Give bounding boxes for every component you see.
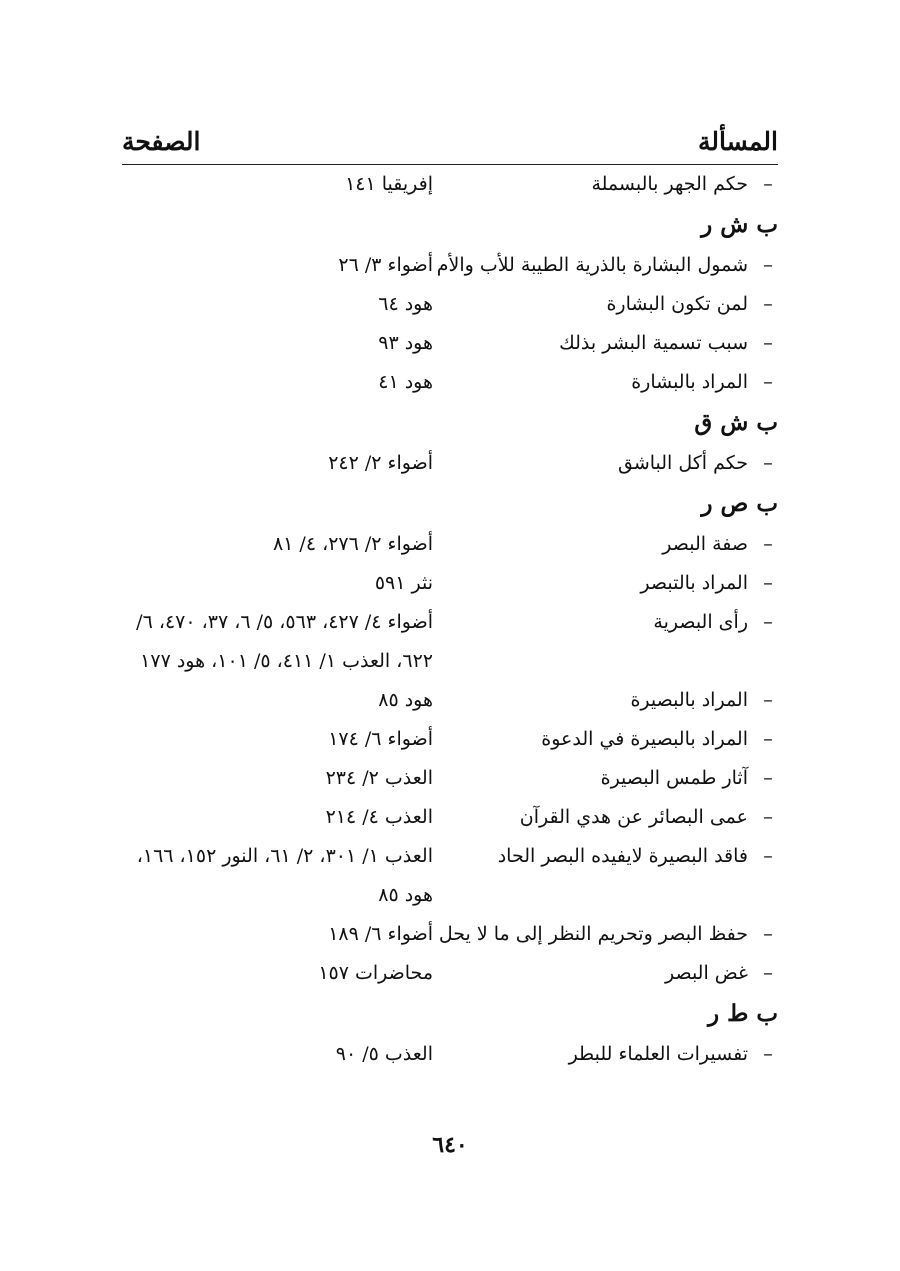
entry-topic: لمن تكون البشارة: [606, 293, 748, 315]
entry-reference: أضواء ٤/ ٤٢٧، ٥٦٣، ٥/ ٦، ٣٧، ٤٧٠، ٦/: [136, 611, 433, 633]
index-entry: [122, 246, 778, 285]
entry-dash: –: [763, 845, 773, 867]
entry-reference: أضواء ٦/ ١٧٤: [328, 728, 433, 750]
index-entry: [122, 798, 778, 837]
entry-reference: أضواء ٢/ ٢٧٦، ٤/ ٨١: [272, 533, 433, 555]
entry-reference: هود ٨٥: [378, 689, 433, 711]
entry-dash: –: [763, 767, 773, 789]
entry-reference: نثر ٥٩١: [374, 572, 433, 594]
entry-topic: حفظ البصر وتحريم النظر إلى ما لا يحل: [438, 923, 748, 945]
entry-reference: أضواء ٦/ ١٨٩: [328, 923, 433, 945]
entry-topic: غض البصر: [664, 962, 748, 984]
index-entry: [122, 759, 778, 798]
index-entry-continuation: [122, 642, 778, 681]
entry-dash: –: [763, 254, 773, 276]
root-heading: ب ش ق: [694, 409, 778, 436]
entry-reference: هود ٨٥: [378, 884, 433, 906]
entry-topic: فاقد البصيرة لايفيده البصر الحاد: [497, 845, 748, 867]
root-heading: ب ط ر: [707, 1000, 778, 1027]
index-entry: [122, 915, 778, 954]
entry-reference: أضواء ٣/ ٢٦: [338, 254, 433, 276]
entry-reference: ٦٢٢، العذب ١/ ٤١١، ٥/ ١٠١، هود ١٧٧: [140, 650, 433, 672]
entry-reference: العذب ٢/ ٢٣٤: [325, 767, 433, 789]
entry-reference: العذب ١/ ٣٠١، ٢/ ٦١، النور ١٥٢، ١٦٦،: [136, 845, 433, 867]
entry-topic: حكم الجهر بالبسملة: [591, 173, 748, 195]
entry-topic: آثار طمس البصيرة: [600, 767, 748, 789]
entry-dash: –: [763, 332, 773, 354]
index-entry: [122, 564, 778, 603]
entry-reference: العذب ٤/ ٢١٤: [325, 806, 433, 828]
entry-dash: –: [763, 611, 773, 633]
entry-reference: العذب ٥/ ٩٠: [335, 1043, 433, 1065]
entry-dash: –: [763, 452, 773, 474]
entry-topic: عمى البصائر عن هدي القرآن: [519, 806, 748, 828]
page-number: ٦٤٠: [432, 1132, 468, 1158]
entry-reference: محاضرات ١٥٧: [318, 962, 433, 984]
index-entry: [122, 444, 778, 483]
entry-topic: المراد بالبصيرة في الدعوة: [541, 728, 748, 750]
index-entry: [122, 837, 778, 876]
entry-reference: إفريقيا ١٤١: [345, 173, 433, 195]
index-entry: [122, 324, 778, 363]
entry-topic: سبب تسمية البشر بذلك: [559, 332, 748, 354]
entry-reference: هود ٤١: [378, 371, 433, 393]
entry-reference: أضواء ٢/ ٢٤٢: [328, 452, 433, 474]
entry-dash: –: [763, 806, 773, 828]
entry-topic: المراد بالبصيرة: [630, 689, 748, 711]
index-entry: [122, 525, 778, 564]
index-entry: [122, 603, 778, 642]
entry-topic: حكم أكل الباشق: [617, 452, 748, 474]
entry-dash: –: [763, 689, 773, 711]
entry-topic: رأى البصرية: [653, 611, 748, 633]
index-entries: [122, 165, 778, 1074]
entry-dash: –: [763, 533, 773, 555]
root-heading: ب ش ر: [701, 211, 778, 238]
root-heading: ب ص ر: [701, 490, 778, 517]
index-page: [122, 120, 778, 1074]
entry-topic: المراد بالبشارة: [631, 371, 748, 393]
index-entry-continuation: [122, 876, 778, 915]
index-entry: [122, 165, 778, 204]
entry-dash: –: [763, 173, 773, 195]
entry-dash: –: [763, 962, 773, 984]
entry-reference: هود ٦٤: [378, 293, 433, 315]
page-column-header: الصفحة: [122, 127, 201, 156]
index-entry: [122, 954, 778, 993]
entry-dash: –: [763, 1043, 773, 1065]
index-entry: [122, 681, 778, 720]
entry-dash: –: [763, 728, 773, 750]
index-entry: [122, 720, 778, 759]
entry-topic: شمول البشارة بالذرية الطيبة للأب والأم: [436, 254, 748, 276]
index-entry: [122, 363, 778, 402]
topic-column-header: المسألة: [698, 127, 778, 156]
table-header: [122, 120, 778, 165]
entry-topic: صفة البصر: [662, 533, 748, 555]
entry-reference: هود ٩٣: [378, 332, 433, 354]
entry-dash: –: [763, 572, 773, 594]
entry-topic: المراد بالتبصر: [640, 572, 748, 594]
entry-dash: –: [763, 293, 773, 315]
entry-topic: تفسيرات العلماء للبطر: [568, 1043, 748, 1065]
index-entry: [122, 1035, 778, 1074]
index-entry: [122, 285, 778, 324]
entry-dash: –: [763, 371, 773, 393]
entry-dash: –: [763, 923, 773, 945]
